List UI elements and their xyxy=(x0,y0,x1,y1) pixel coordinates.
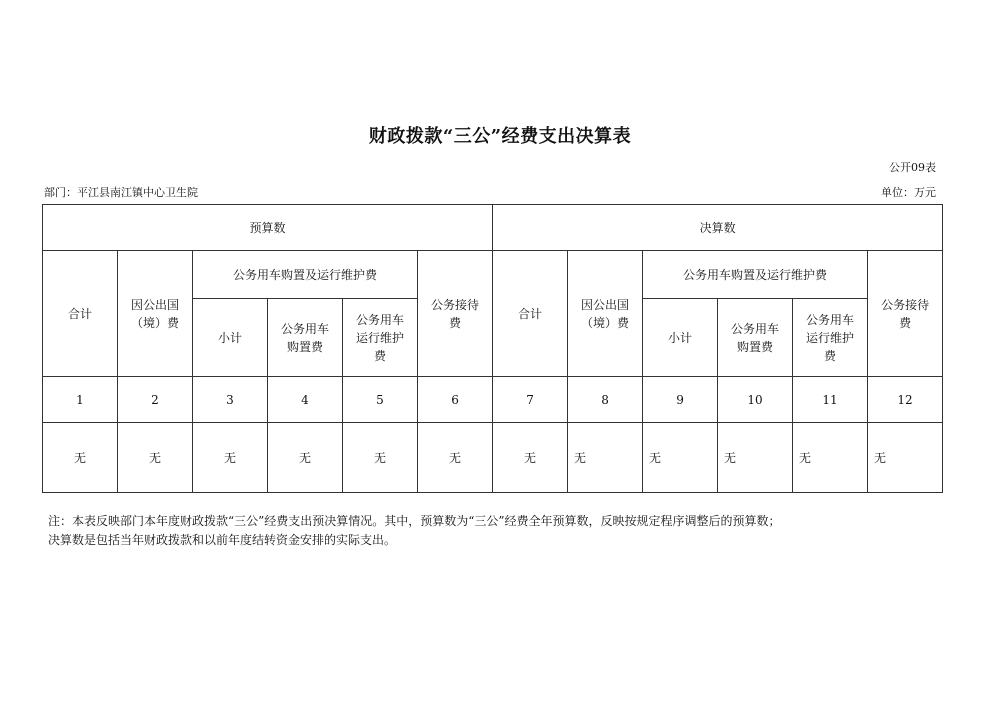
col-number: 3 xyxy=(193,377,268,423)
form-number: 公开09表 xyxy=(889,161,936,174)
budget-operation-header: 公务用车 运行维护 费 xyxy=(343,299,418,377)
value-cell: 无 xyxy=(418,423,493,493)
footnote-line: 注：本表反映部门本年度财政拨款“三公”经费支出预决算情况。其中，预算数为“三公”经费全年预算数，反映按规定程序调整后的预算数； xyxy=(48,514,781,528)
col-number: 8 xyxy=(568,377,643,423)
value-cell: 无 xyxy=(343,423,418,493)
footnote xyxy=(48,512,948,550)
col-number: 9 xyxy=(643,377,718,423)
value-cell: 无 xyxy=(118,423,193,493)
column-number-row xyxy=(43,377,943,423)
value-cell: 无 xyxy=(493,423,568,493)
value-row xyxy=(43,423,943,493)
value-cell: 无 xyxy=(43,423,118,493)
final-vehicle-group-header: 公务用车购置及运行维护费 xyxy=(643,251,868,299)
col-number: 11 xyxy=(793,377,868,423)
col-number: 2 xyxy=(118,377,193,423)
budget-group-header: 预算数 xyxy=(43,205,493,251)
budget-vehicle-group-header: 公务用车购置及运行维护费 xyxy=(193,251,418,299)
col-number: 10 xyxy=(718,377,793,423)
final-abroad-header: 因公出国 （境）费 xyxy=(568,251,643,377)
final-subtotal-header: 小计 xyxy=(643,299,718,377)
col-number: 1 xyxy=(43,377,118,423)
col-number: 4 xyxy=(268,377,343,423)
final-operation-header: 公务用车 运行维护 费 xyxy=(793,299,868,377)
expenditure-table xyxy=(42,204,943,493)
budget-total-header: 合计 xyxy=(43,251,118,377)
value-cell: 无 xyxy=(868,423,943,493)
page-title: 财政拨款“三公”经费支出决算表 xyxy=(368,126,632,147)
budget-purchase-header: 公务用车 购置费 xyxy=(268,299,343,377)
department-label: 部门：平江县南江镇中心卫生院 xyxy=(44,186,198,199)
budget-subtotal-header: 小计 xyxy=(193,299,268,377)
value-cell: 无 xyxy=(793,423,868,493)
value-cell: 无 xyxy=(568,423,643,493)
unit-label: 单位：万元 xyxy=(881,186,936,199)
final-total-header: 合计 xyxy=(493,251,568,377)
value-cell: 无 xyxy=(193,423,268,493)
final-group-header: 决算数 xyxy=(493,205,943,251)
col-number: 5 xyxy=(343,377,418,423)
col-number: 6 xyxy=(418,377,493,423)
budget-reception-header: 公务接待 费 xyxy=(418,251,493,377)
value-cell: 无 xyxy=(718,423,793,493)
value-cell: 无 xyxy=(268,423,343,493)
value-cell: 无 xyxy=(643,423,718,493)
col-number: 12 xyxy=(868,377,943,423)
budget-abroad-header: 因公出国 （境）费 xyxy=(118,251,193,377)
final-purchase-header: 公务用车 购置费 xyxy=(718,299,793,377)
final-reception-header: 公务接待 费 xyxy=(868,251,943,377)
col-number: 7 xyxy=(493,377,568,423)
footnote-line: 决算数是包括当年财政拨款和以前年度结转资金安排的实际支出。 xyxy=(48,533,397,547)
